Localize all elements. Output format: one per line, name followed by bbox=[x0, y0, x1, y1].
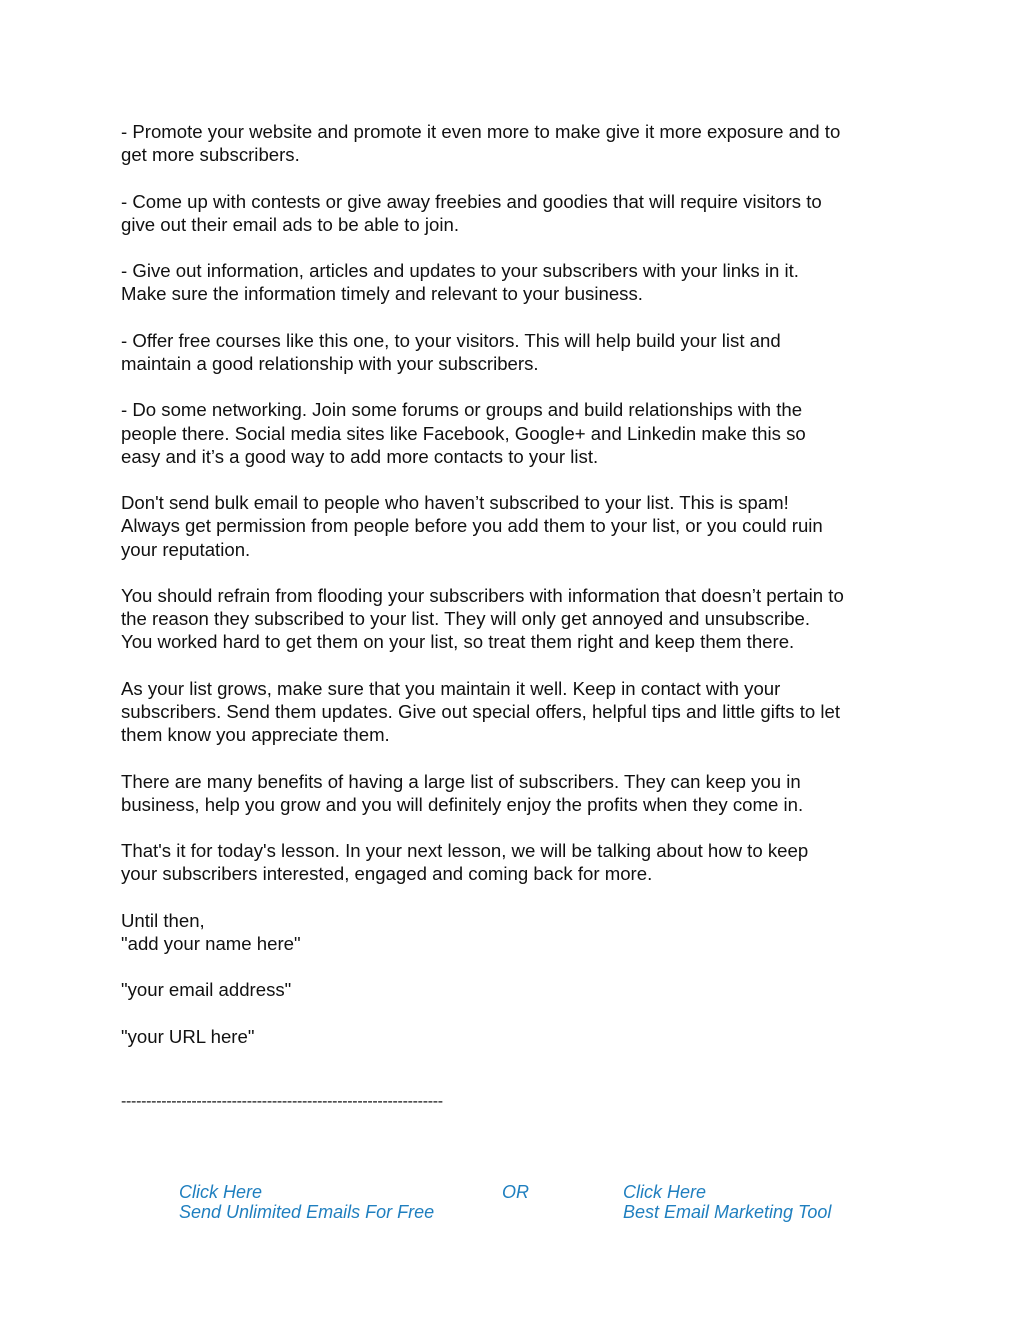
paragraph-no-spam bbox=[121, 491, 921, 561]
paragraph-line: maintain a good relationship with your subscribers. bbox=[121, 352, 539, 374]
paragraph-line: Always get permission from people before you add them to your list, or you could ruin bbox=[121, 515, 823, 537]
paragraph-contests bbox=[121, 190, 921, 236]
signoff-block bbox=[121, 909, 921, 955]
paragraph-no-flooding bbox=[121, 584, 921, 654]
paragraph-line: business, help you grow and you will definitely enjoy the profits when they come in. bbox=[121, 793, 804, 815]
paragraph-line: There are many benefits of having a large list of subscribers. They can keep you in bbox=[121, 770, 801, 792]
signoff-url: "your URL here" bbox=[121, 1025, 255, 1047]
paragraph-line: - Offer free courses like this one, to your visitors. This will help build your list and bbox=[121, 329, 781, 351]
paragraph-promote-website bbox=[121, 120, 921, 166]
footer-or-separator: OR bbox=[502, 1182, 529, 1202]
paragraph-line: - Promote your website and promote it even more to make give it more exposure and to bbox=[121, 121, 841, 142]
paragraph-line: - Give out information, articles and updates to your subscribers with your links in it. bbox=[121, 260, 799, 282]
click-here-link-left[interactable]: Click Here bbox=[179, 1182, 263, 1202]
paragraph-line: the reason they subscribed to your list. They will only get annoyed and unsubscribe. bbox=[121, 608, 811, 630]
signoff-closing: Until then, bbox=[121, 909, 205, 931]
paragraph-networking bbox=[121, 398, 921, 468]
paragraph-line: your reputation. bbox=[121, 538, 251, 560]
footer-left-group bbox=[179, 1183, 434, 1222]
paragraph-line: your subscribers interested, engaged and coming back for more. bbox=[121, 863, 653, 885]
paragraph-line: people there. Social media sites like Facebook, Google+ and Linkedin make this so bbox=[121, 422, 806, 444]
paragraph-line: subscribers. Send them updates. Give out special offers, helpful tips and little gifts to let bbox=[121, 700, 841, 722]
paragraph-line: - Do some networking. Join some forums or groups and build relationships with the bbox=[121, 399, 803, 421]
paragraph-line: That's it for today's lesson. In your next lesson, we will be talking about how to keep bbox=[121, 840, 809, 862]
signoff-url-block bbox=[121, 1025, 921, 1048]
paragraph-line: As your list grows, make sure that you maintain it well. Keep in contact with your bbox=[121, 677, 781, 699]
paragraph-free-courses bbox=[121, 329, 921, 375]
paragraph-line: You worked hard to get them on your list, so treat them right and keep them there. bbox=[121, 631, 795, 653]
document-body bbox=[121, 120, 921, 1071]
paragraph-line: Make sure the information timely and relevant to your business. bbox=[121, 283, 643, 305]
paragraph-line: get more subscribers. bbox=[121, 144, 300, 166]
footer-right-group bbox=[623, 1183, 831, 1222]
send-unlimited-emails-link[interactable]: Send Unlimited Emails For Free bbox=[179, 1201, 435, 1222]
paragraph-line: give out their email ads to be able to join. bbox=[121, 213, 459, 235]
signoff-email: "your email address" bbox=[121, 979, 292, 1001]
paragraph-line: easy and it’s a good way to add more contacts to your list. bbox=[121, 445, 599, 467]
paragraph-next-lesson bbox=[121, 839, 921, 885]
paragraph-line: You should refrain from flooding your subscribers with information that doesn’t pertain to bbox=[121, 584, 844, 606]
signoff-name: "add your name here" bbox=[121, 932, 301, 954]
paragraph-information bbox=[121, 259, 921, 305]
paragraph-line: Don't send bulk email to people who haven’t subscribed to your list. This is spam! bbox=[121, 492, 789, 514]
best-email-marketing-tool-link[interactable]: Best Email Marketing Tool bbox=[623, 1201, 832, 1222]
paragraph-line: them know you appreciate them. bbox=[121, 724, 390, 746]
signoff-email-block bbox=[121, 978, 921, 1001]
paragraph-line: - Come up with contests or give away freebies and goodies that will require visitors to bbox=[121, 190, 822, 212]
paragraph-maintain-list bbox=[121, 677, 921, 747]
click-here-link-right[interactable]: Click Here bbox=[623, 1182, 707, 1202]
dashed-divider: ---------------------------------------------------------------- bbox=[121, 1093, 443, 1110]
paragraph-benefits bbox=[121, 770, 921, 816]
